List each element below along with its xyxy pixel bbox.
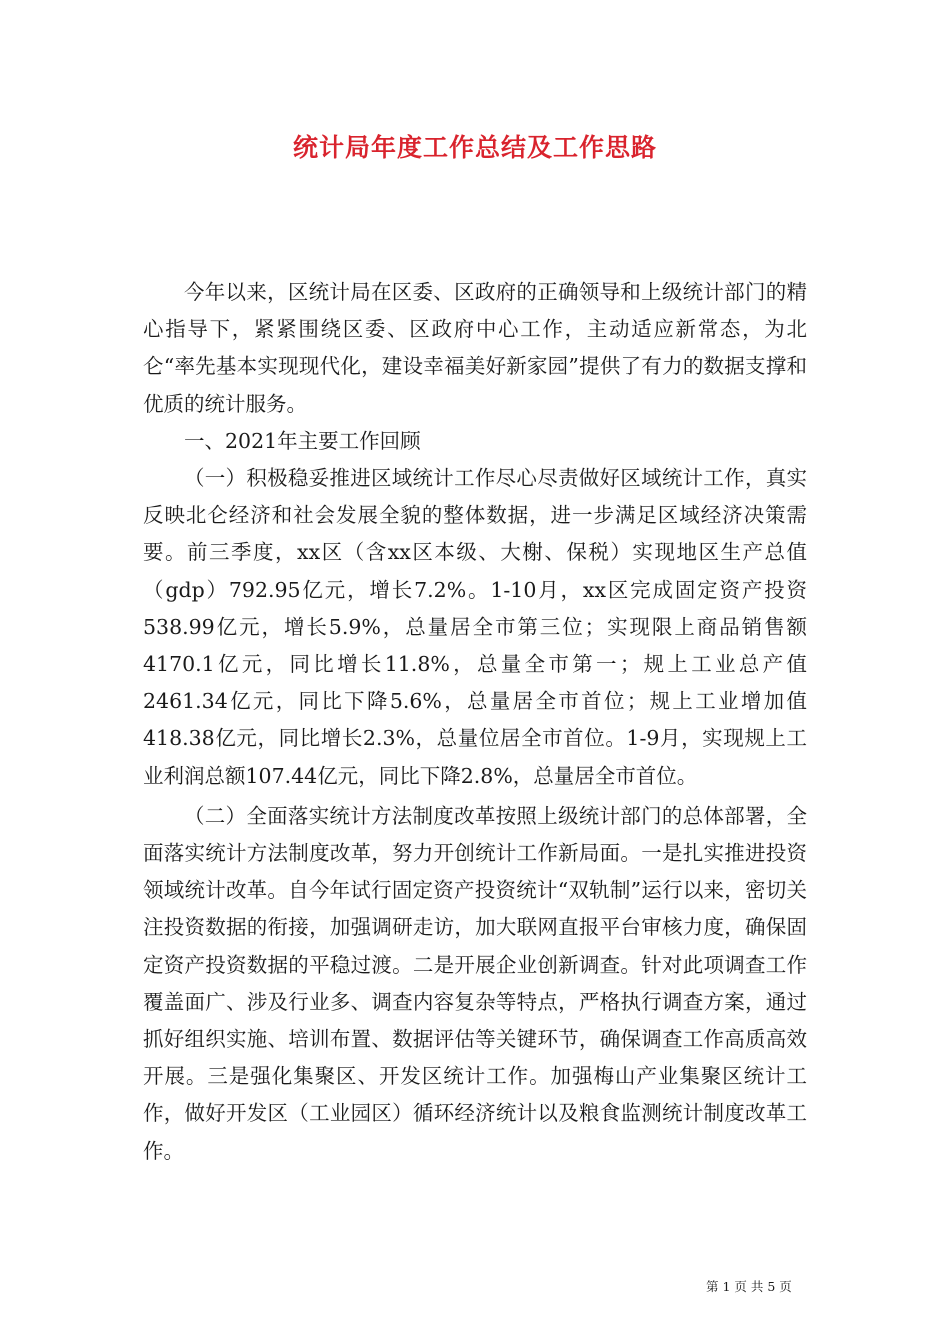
document-title: 统计局年度工作总结及工作思路 — [292, 133, 657, 162]
intro-paragraph: 今年以来，区统计局在区委、区政府的正确领导和上级统计部门的精心指导下，紧紧围绕区委、区政府中心工作，主动适应新常态，为北仑“率先基本实现现代化，建设幸福美好新家园”提供了有力的数据支撑和优质的统计服务。 — [143, 280, 807, 416]
paragraph-regional-statistics: （一）积极稳妥推进区域统计工作尽心尽责做好区域统计工作，真实反映北仑经济和社会发展全貌的整体数据，进一步满足区域经济决策需要。前三季度，xx区（含xx区本级、大榭、保税）实现地区生产总值（gdp）792.95亿元，增长7.2%。1-10月，xx区完成固定资产投资538.99亿元，增长5.9%，总量居全市第三位；实现限上商品销售额4170.1亿元，同比增长11.8%，总量全市第一；规上工业总产值2461.34亿元，同比下降5.6%，总量居全市首位；规上工业增加值418.38亿元，同比增长2.3%，总量位居全市首位。1-9月，实现规上工业利润总额107.44亿元，同比下降2.8%，总量居全市首位。 — [143, 466, 807, 788]
section-heading: 一、2021年主要工作回顾 — [184, 428, 421, 453]
paragraph-reform: （二）全面落实统计方法制度改革按照上级统计部门的总体部署，全面落实统计方法制度改革，努力开创统计工作新局面。一是扎实推进投资领域统计改革。自今年试行固定资产投资统计“双轨制”运行以来，密切关注投资数据的衔接，加强调研走访，加大联网直报平台审核力度，确保固定资产投资数据的平稳过渡。二是开展企业创新调查。针对此项调查工作覆盖面广、涉及行业多、调查内容复杂等特点，严格执行调查方案，通过抓好组织实施、培训布置、数据评估等关键环节，确保调查工作高质高效开展。三是强化集聚区、开发区统计工作。加强梅山产业集聚区统计工作，做好开发区（工业园区）循环经济统计以及粮食监测统计制度改革工作。 — [143, 803, 807, 1163]
document-body — [143, 274, 807, 1170]
page-number-footer: 第 1 页 共 5 页 — [706, 1279, 792, 1294]
